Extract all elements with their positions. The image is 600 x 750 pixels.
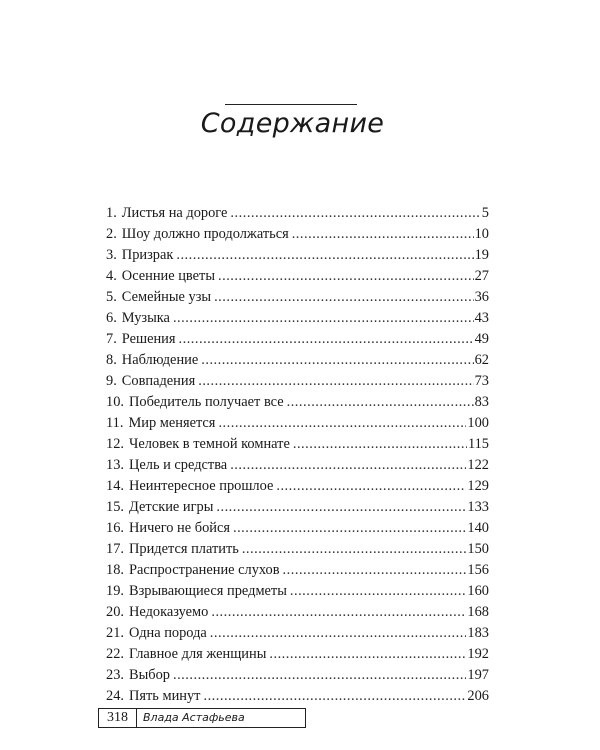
toc-leader-dots [269, 644, 466, 665]
toc-entry-number: 22. [106, 646, 124, 662]
toc-entry-page: 5 [481, 205, 489, 221]
toc-entry[interactable] [106, 308, 489, 329]
toc-leader-dots [293, 434, 467, 455]
running-footer [98, 708, 306, 728]
toc-leader-dots [210, 623, 467, 644]
toc-entry-title: Мир меняется [128, 415, 216, 431]
toc-entry[interactable] [106, 560, 489, 581]
toc-leader-dots [203, 686, 466, 707]
toc-entry-title: Недоказуемо [129, 604, 209, 620]
toc-entry-page: 129 [467, 478, 489, 494]
toc-entry-title: Решения [121, 331, 176, 347]
toc-entry[interactable] [106, 602, 489, 623]
toc-entry-page: 115 [467, 436, 489, 452]
toc-entry-title: Листья на дороге [121, 205, 228, 221]
toc-entry[interactable] [106, 392, 489, 413]
table-of-contents [106, 203, 489, 707]
toc-entry-title: Музыка [121, 310, 170, 326]
toc-entry-page: 140 [467, 520, 489, 536]
toc-entry[interactable] [106, 434, 489, 455]
toc-entry[interactable] [106, 224, 489, 245]
toc-leader-dots [276, 476, 466, 497]
toc-entry-page: 100 [467, 415, 489, 431]
toc-entry-page: 49 [474, 331, 489, 347]
toc-entry-number: 16. [106, 520, 124, 536]
toc-leader-dots [287, 392, 474, 413]
toc-entry-number: 7. [106, 331, 117, 347]
toc-entry[interactable] [106, 203, 489, 224]
toc-entry-page: 27 [474, 268, 489, 284]
toc-entry-number: 14. [106, 478, 124, 494]
toc-entry-page: 150 [467, 541, 489, 557]
toc-entry[interactable] [106, 266, 489, 287]
toc-entry-number: 13. [106, 457, 124, 473]
toc-entry-title: Осенние цветы [121, 268, 215, 284]
toc-leader-dots [179, 329, 474, 350]
toc-entry-title: Пять минут [129, 688, 201, 704]
toc-entry-page: 160 [467, 583, 489, 599]
toc-leader-dots [214, 287, 474, 308]
toc-leader-dots [242, 539, 467, 560]
toc-leader-dots [216, 497, 466, 518]
toc-entry-page: 183 [467, 625, 489, 641]
toc-entry-page: 133 [467, 499, 489, 515]
toc-entry[interactable] [106, 518, 489, 539]
toc-entry-title: Детские игры [129, 499, 214, 515]
toc-leader-dots [218, 266, 474, 287]
toc-entry-title: Главное для женщины [129, 646, 267, 662]
toc-leader-dots [230, 203, 480, 224]
toc-entry-page: 43 [474, 310, 489, 326]
toc-entry-title: Совпадения [121, 373, 196, 389]
toc-entry-page: 10 [474, 226, 489, 242]
toc-entry[interactable] [106, 686, 489, 707]
toc-entry-number: 3. [106, 247, 117, 263]
toc-leader-dots [233, 518, 466, 539]
toc-entry-number: 18. [106, 562, 124, 578]
toc-entry[interactable] [106, 665, 489, 686]
toc-entry-title: Человек в темной комнате [129, 436, 290, 452]
toc-entry-number: 24. [106, 688, 124, 704]
title-rule [225, 104, 357, 105]
toc-leader-dots [230, 455, 466, 476]
toc-entry-title: Придется платить [129, 541, 239, 557]
toc-leader-dots [290, 581, 467, 602]
toc-leader-dots [218, 413, 466, 434]
toc-entry[interactable] [106, 329, 489, 350]
toc-entry-title: Одна порода [129, 625, 207, 641]
toc-leader-dots [292, 224, 474, 245]
toc-leader-dots [176, 245, 473, 266]
toc-entry-number: 12. [106, 436, 124, 452]
toc-entry-page: 192 [467, 646, 489, 662]
toc-entry[interactable] [106, 581, 489, 602]
toc-entry-number: 8. [106, 352, 117, 368]
toc-entry-number: 1. [106, 205, 117, 221]
toc-entry-number: 15. [106, 499, 124, 515]
toc-leader-dots [201, 350, 473, 371]
toc-entry[interactable] [106, 287, 489, 308]
toc-entry-number: 17. [106, 541, 124, 557]
toc-entry-title: Наблюдение [121, 352, 199, 368]
toc-entry-title: Выбор [129, 667, 170, 683]
toc-entry-title: Взрывающиеся предметы [129, 583, 287, 599]
footer-page-number: 318 [99, 709, 137, 727]
toc-entry[interactable] [106, 623, 489, 644]
toc-entry-number: 6. [106, 310, 117, 326]
toc-entry-number: 23. [106, 667, 124, 683]
toc-entry[interactable] [106, 413, 489, 434]
toc-entry-number: 10. [106, 394, 124, 410]
page-title: Содержание [200, 108, 385, 139]
toc-entry-number: 19. [106, 583, 124, 599]
toc-entry-page: 36 [474, 289, 489, 305]
toc-entry-title: Распространение слухов [129, 562, 280, 578]
toc-leader-dots [173, 665, 466, 686]
toc-entry[interactable] [106, 539, 489, 560]
toc-entry-title: Призрак [121, 247, 174, 263]
toc-entry[interactable] [106, 476, 489, 497]
toc-entry-page: 206 [467, 688, 489, 704]
toc-entry-title: Неинтересное прошлое [129, 478, 274, 494]
toc-entry-title: Победитель получает все [129, 394, 284, 410]
toc-entry-page: 73 [474, 373, 489, 389]
toc-entry-page: 62 [474, 352, 489, 368]
toc-entry-title: Цель и средства [129, 457, 228, 473]
toc-entry-number: 11. [106, 415, 124, 431]
toc-entry[interactable] [106, 245, 489, 266]
toc-entry-number: 20. [106, 604, 124, 620]
toc-leader-dots [211, 602, 466, 623]
toc-entry[interactable] [106, 350, 489, 371]
toc-entry-number: 21. [106, 625, 124, 641]
toc-entry-title: Семейные узы [121, 289, 212, 305]
toc-leader-dots [283, 560, 467, 581]
toc-entry[interactable] [106, 371, 489, 392]
toc-entry[interactable] [106, 644, 489, 665]
toc-entry-number: 9. [106, 373, 117, 389]
toc-entry-title: Шоу должно продолжаться [121, 226, 289, 242]
toc-entry-number: 5. [106, 289, 117, 305]
toc-entry-title: Ничего не бойся [129, 520, 230, 536]
footer-author-name: Влада Астафьева [143, 711, 245, 724]
toc-entry[interactable] [106, 455, 489, 476]
toc-entry[interactable] [106, 497, 489, 518]
toc-entry-number: 4. [106, 268, 117, 284]
toc-entry-page: 122 [467, 457, 489, 473]
toc-entry-page: 83 [474, 394, 489, 410]
toc-entry-page: 156 [467, 562, 489, 578]
toc-entry-number: 2. [106, 226, 117, 242]
toc-leader-dots [198, 371, 473, 392]
toc-leader-dots [173, 308, 474, 329]
toc-entry-page: 168 [467, 604, 489, 620]
toc-entry-page: 19 [474, 247, 489, 263]
toc-entry-page: 197 [467, 667, 489, 683]
